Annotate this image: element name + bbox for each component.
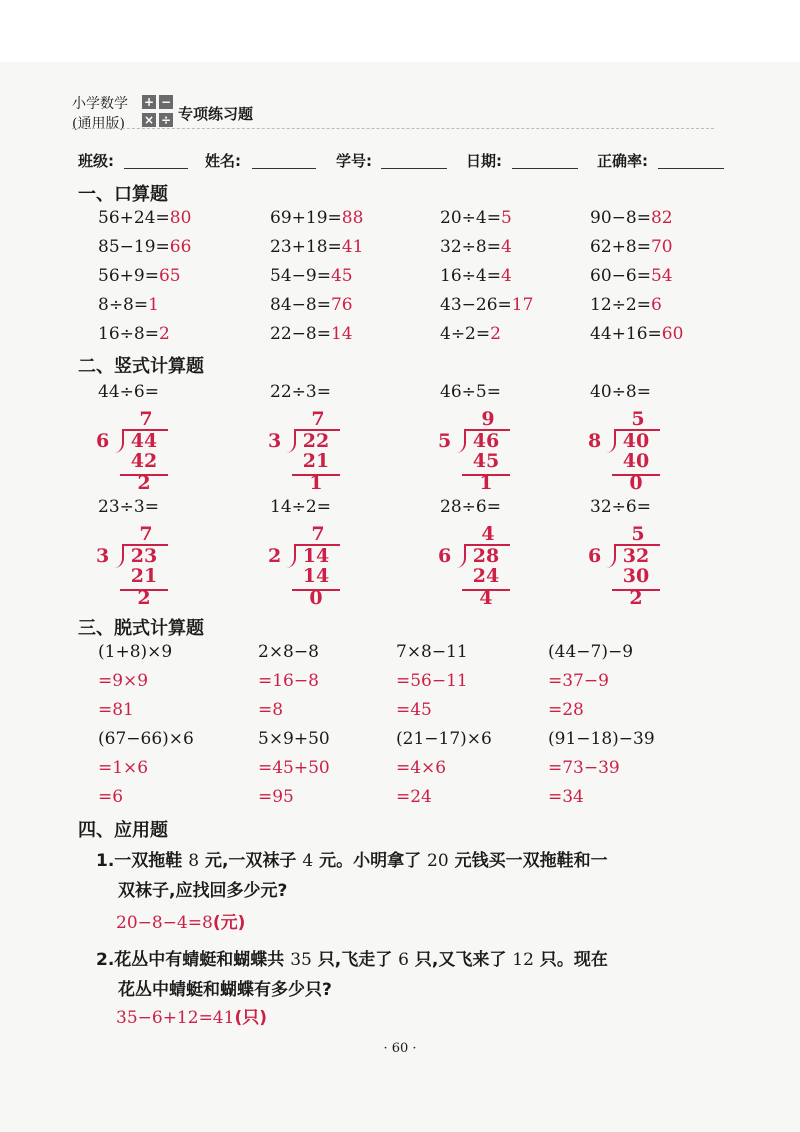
oral-question: 90−8= <box>590 208 651 228</box>
top-margin <box>0 0 800 62</box>
oral-answer: 45 <box>330 266 353 286</box>
applied-q2-answer: 35−6+12=41(只) <box>116 1008 267 1028</box>
oral-answer: 4 <box>500 266 512 286</box>
stepwise-question: (1+8)×9 <box>98 642 173 662</box>
oral-answer: 60 <box>661 324 684 344</box>
division-quotient: 5 <box>631 408 645 430</box>
oral-question: 56+24= <box>98 208 170 228</box>
applied-q2-line1: 2.花丛中有蜻蜓和蝴蝶共 35 只,飞走了 6 只,又飞来了 12 只。现在 <box>96 950 608 970</box>
division-question: 40÷8= <box>590 382 651 402</box>
division-dividend: 46 <box>472 430 500 452</box>
oral-question: 85−19= <box>98 237 170 257</box>
stepwise-step: =9×9 <box>98 671 149 691</box>
oral-answer: 82 <box>650 208 673 228</box>
oral-problem <box>98 237 191 257</box>
oral-problem <box>440 324 501 344</box>
section-oral-title: 一、口算题 <box>78 184 168 205</box>
long-division <box>588 408 678 494</box>
long-division <box>268 523 358 609</box>
division-product: 21 <box>302 450 330 472</box>
division-question: 22÷3= <box>270 382 331 402</box>
oral-question: 4÷2= <box>440 324 491 344</box>
oral-problem <box>440 295 533 315</box>
division-question: 14÷2= <box>270 497 331 517</box>
division-dividend: 23 <box>130 545 158 567</box>
stepwise-result: =45 <box>396 700 432 720</box>
applied-q1-answer: 20−8−4=8(元) <box>116 913 246 933</box>
division-divisor: 3 <box>268 430 282 452</box>
applied-q1-line1: 1.一双拖鞋 8 元,一双袜子 4 元。小明拿了 20 元钱买一双拖鞋和一 <box>96 851 608 871</box>
subtraction-line <box>292 589 340 591</box>
division-product: 24 <box>472 565 500 587</box>
operators-logo <box>142 95 174 131</box>
oral-question: 16÷8= <box>98 324 159 344</box>
division-bar <box>614 429 660 431</box>
oral-problem <box>270 237 363 257</box>
division-question: 44÷6= <box>98 382 159 402</box>
oral-answer: 70 <box>650 237 673 257</box>
long-division <box>438 408 528 494</box>
oral-answer: 54 <box>650 266 673 286</box>
division-bar <box>122 429 168 431</box>
subtraction-line <box>120 589 168 591</box>
stepwise-step: =1×6 <box>98 758 149 778</box>
oral-problem <box>270 295 353 315</box>
oral-problem <box>98 208 191 228</box>
oral-answer: 2 <box>490 324 501 344</box>
oral-question: 43−26= <box>440 295 512 315</box>
stepwise-question: 7×8−11 <box>396 642 468 662</box>
division-dividend: 40 <box>622 430 650 452</box>
division-divisor: 5 <box>438 430 452 452</box>
oral-problem <box>590 237 673 257</box>
oral-question: 44+16= <box>590 324 662 344</box>
division-bar <box>464 544 510 546</box>
section-vertical-title: 二、竖式计算题 <box>78 356 204 377</box>
oral-question: 22−8= <box>270 324 331 344</box>
division-remainder: 2 <box>629 587 643 609</box>
header-divider <box>72 128 714 129</box>
oral-question: 84−8= <box>270 295 331 315</box>
subtraction-line <box>612 474 660 476</box>
oral-answer: 5 <box>500 208 512 228</box>
oral-answer: 41 <box>341 237 364 257</box>
division-quotient: 5 <box>631 523 645 545</box>
stepwise-question: 5×9+50 <box>258 729 330 749</box>
division-quotient: 7 <box>139 523 153 545</box>
division-product: 30 <box>622 565 650 587</box>
division-product: 42 <box>130 450 158 472</box>
page-title: 专项练习题 <box>178 105 254 123</box>
division-product: 45 <box>472 450 500 472</box>
oral-question: 16÷4= <box>440 266 501 286</box>
oral-problem <box>440 208 512 228</box>
division-quotient: 7 <box>311 408 325 430</box>
oral-answer: 6 <box>650 295 662 315</box>
oral-answer: 17 <box>511 295 534 315</box>
division-remainder: 2 <box>137 587 151 609</box>
oral-problem <box>440 237 512 257</box>
stepwise-step: =4×6 <box>396 758 447 778</box>
stepwise-question: (44−7)−9 <box>548 642 634 662</box>
oral-answer: 65 <box>158 266 181 286</box>
stepwise-step: =73−39 <box>548 758 620 778</box>
subtraction-line <box>462 589 510 591</box>
class-field[interactable] <box>124 168 188 169</box>
oral-answer: 4 <box>500 237 512 257</box>
oral-answer: 1 <box>148 295 159 315</box>
oral-problem <box>270 208 363 228</box>
division-remainder: 1 <box>479 472 493 494</box>
stepwise-result: =24 <box>396 787 432 807</box>
division-dividend: 44 <box>130 430 158 452</box>
division-dividend: 14 <box>302 545 330 567</box>
division-remainder: 0 <box>629 472 643 494</box>
long-division <box>588 523 678 609</box>
division-divisor: 2 <box>268 545 282 567</box>
oral-question: 32÷8= <box>440 237 501 257</box>
long-division <box>96 523 186 609</box>
oral-answer: 80 <box>169 208 192 228</box>
name-label: 姓名: <box>205 152 241 170</box>
divide-icon: ÷ <box>160 113 172 127</box>
division-bar <box>464 429 510 431</box>
division-quotient: 9 <box>481 408 495 430</box>
division-product: 40 <box>622 450 650 472</box>
division-remainder: 2 <box>137 472 151 494</box>
oral-question: 54−9= <box>270 266 331 286</box>
times-icon: × <box>143 113 155 127</box>
stepwise-result: =6 <box>98 787 124 807</box>
stepwise-question: (67−66)×6 <box>98 729 194 749</box>
plus-icon: + <box>143 95 155 109</box>
edition-name: (通用版) <box>72 116 125 132</box>
division-quotient: 4 <box>481 523 495 545</box>
oral-problem <box>590 266 673 286</box>
division-divisor: 6 <box>438 545 452 567</box>
stepwise-result: =34 <box>548 787 584 807</box>
oral-question: 8÷8= <box>98 295 149 315</box>
long-division <box>438 523 528 609</box>
section-stepwise-title: 三、脱式计算题 <box>78 618 204 639</box>
oral-question: 23+18= <box>270 237 342 257</box>
stepwise-result: =8 <box>258 700 284 720</box>
oral-question: 20÷4= <box>440 208 501 228</box>
subject-name: 小学数学 <box>72 96 128 112</box>
division-remainder: 1 <box>309 472 323 494</box>
division-quotient: 7 <box>311 523 325 545</box>
division-dividend: 28 <box>472 545 500 567</box>
accuracy-label: 正确率: <box>597 152 648 170</box>
stepwise-step: =37−9 <box>548 671 609 691</box>
division-divisor: 3 <box>96 545 110 567</box>
oral-answer: 66 <box>169 237 192 257</box>
stepwise-question: 2×8−8 <box>258 642 319 662</box>
minus-icon: − <box>160 95 172 109</box>
applied-q2-line2: 花丛中蜻蜓和蝴蝶有多少只? <box>118 980 332 1000</box>
stepwise-step: =56−11 <box>396 671 468 691</box>
division-question: 23÷3= <box>98 497 159 517</box>
division-divisor: 8 <box>588 430 602 452</box>
oral-answer: 14 <box>330 324 353 344</box>
long-division <box>268 408 358 494</box>
division-remainder: 4 <box>479 587 493 609</box>
oral-answer: 88 <box>341 208 364 228</box>
section-applied-title: 四、应用题 <box>78 820 168 841</box>
subtraction-line <box>292 474 340 476</box>
division-dividend: 32 <box>622 545 650 567</box>
division-bar <box>294 429 340 431</box>
number-field[interactable] <box>381 168 447 169</box>
oral-answer: 2 <box>158 324 170 344</box>
division-divisor: 6 <box>96 430 110 452</box>
date-label: 日期: <box>466 152 502 170</box>
oral-answer: 76 <box>330 295 353 315</box>
oral-question: 60−6= <box>590 266 651 286</box>
page-number: · 60 · <box>383 1041 417 1056</box>
subtraction-line <box>462 474 510 476</box>
division-bar <box>614 544 660 546</box>
division-question: 28÷6= <box>440 497 501 517</box>
subtraction-line <box>612 589 660 591</box>
accuracy-field[interactable] <box>658 168 724 169</box>
oral-problem <box>270 324 353 344</box>
oral-problem <box>98 324 170 344</box>
long-division <box>96 408 186 494</box>
subtraction-line <box>120 474 168 476</box>
division-quotient: 7 <box>139 408 153 430</box>
oral-question: 69+19= <box>270 208 342 228</box>
stepwise-result: =95 <box>258 787 294 807</box>
stepwise-question: (21−17)×6 <box>396 729 492 749</box>
applied-q1-line2: 双袜子,应找回多少元? <box>118 881 288 901</box>
division-product: 14 <box>302 565 330 587</box>
number-label: 学号: <box>336 152 372 170</box>
oral-question: 56+9= <box>98 266 159 286</box>
stepwise-step: =16−8 <box>258 671 319 691</box>
name-field[interactable] <box>252 168 316 169</box>
date-field[interactable] <box>512 168 578 169</box>
oral-problem <box>590 208 673 228</box>
oral-problem <box>590 324 683 344</box>
stepwise-result: =28 <box>548 700 584 720</box>
division-question: 46÷5= <box>440 382 501 402</box>
division-bar <box>122 544 168 546</box>
stepwise-step: =45+50 <box>258 758 330 778</box>
oral-question: 12÷2= <box>590 295 651 315</box>
division-question: 32÷6= <box>590 497 651 517</box>
oral-problem <box>440 266 512 286</box>
stepwise-result: =81 <box>98 700 134 720</box>
oral-problem <box>98 295 159 315</box>
oral-problem <box>98 266 181 286</box>
stepwise-question: (91−18)−39 <box>548 729 655 749</box>
oral-question: 62+8= <box>590 237 651 257</box>
oral-problem <box>270 266 353 286</box>
division-dividend: 22 <box>302 430 330 452</box>
division-divisor: 6 <box>588 545 602 567</box>
division-product: 21 <box>130 565 158 587</box>
division-bar <box>294 544 340 546</box>
class-label: 班级: <box>78 152 114 170</box>
oral-problem <box>590 295 662 315</box>
division-remainder: 0 <box>309 587 323 609</box>
